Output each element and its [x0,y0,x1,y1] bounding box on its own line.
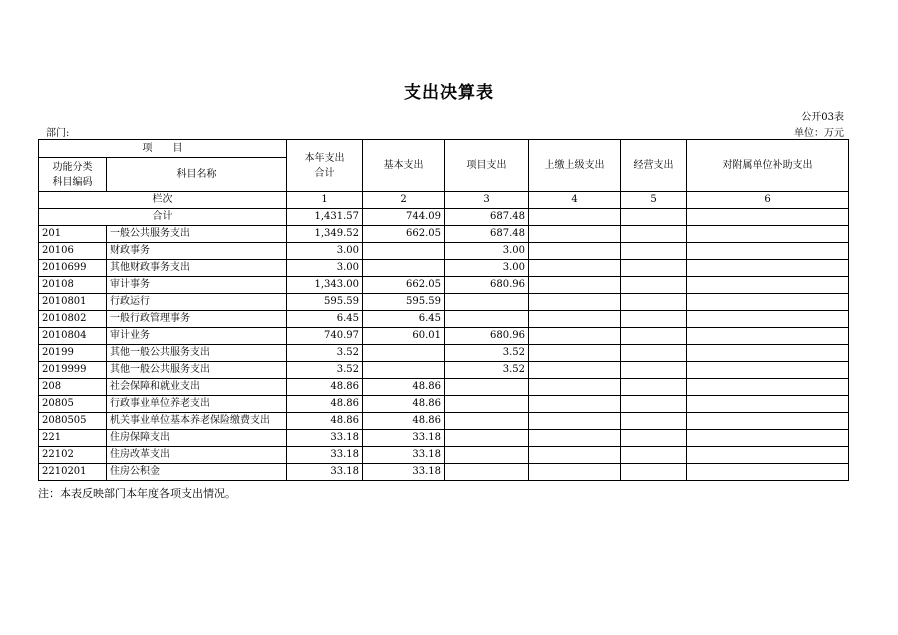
seq-number: 2 [363,192,445,209]
row-project [445,464,529,481]
row-basic [363,362,445,379]
header-total: 本年支出 合计 [287,140,363,192]
table-row [39,447,849,464]
expenditure-table [38,139,849,481]
row-name: 机关事业单位基本养老保险缴费支出 [107,413,287,430]
row-business [621,362,687,379]
row-business [621,413,687,430]
table-row [39,345,849,362]
row-name: 社会保障和就业支出 [107,379,287,396]
table-row [39,277,849,294]
row-code: 20108 [39,277,107,294]
row-subsidy [687,396,849,413]
header-basic: 基本支出 [363,140,445,192]
row-business [621,260,687,277]
table-row [39,362,849,379]
row-basic: 48.86 [363,379,445,396]
row-business [621,430,687,447]
row-basic [363,345,445,362]
total-amount: 1,431.57 [287,209,363,226]
row-total: 3.00 [287,260,363,277]
row-project: 3.00 [445,243,529,260]
row-subsidy [687,362,849,379]
row-basic: 662.05 [363,226,445,243]
row-basic: 48.86 [363,413,445,430]
row-basic: 60.01 [363,328,445,345]
table-row [39,328,849,345]
row-project: 3.52 [445,362,529,379]
seq-number: 6 [687,192,849,209]
row-business [621,396,687,413]
row-code: 20805 [39,396,107,413]
row-total: 48.86 [287,413,363,430]
row-subsidy [687,277,849,294]
row-project: 680.96 [445,277,529,294]
row-project [445,430,529,447]
row-total: 33.18 [287,447,363,464]
total-business [621,209,687,226]
row-subsidy [687,328,849,345]
row-upper [529,260,621,277]
header-code: 功能分类 科目编码 [39,158,107,192]
row-code: 208 [39,379,107,396]
seq-number: 5 [621,192,687,209]
header-subsidy: 对附属单位补助支出 [687,140,849,192]
row-project [445,413,529,430]
row-business [621,447,687,464]
row-subsidy [687,311,849,328]
row-business [621,277,687,294]
row-name: 审计业务 [107,328,287,345]
row-business [621,464,687,481]
row-subsidy [687,430,849,447]
row-project [445,447,529,464]
row-total: 33.18 [287,464,363,481]
row-code: 2010699 [39,260,107,277]
row-upper [529,226,621,243]
row-upper [529,379,621,396]
table-row [39,379,849,396]
table-row [39,413,849,430]
row-code: 2010802 [39,311,107,328]
row-code: 20199 [39,345,107,362]
row-subsidy [687,464,849,481]
row-name: 住房改革支出 [107,447,287,464]
row-basic: 48.86 [363,396,445,413]
seq-label: 栏次 [39,192,287,209]
seq-number: 4 [529,192,621,209]
page-title: 支出决算表 [404,83,494,103]
row-total: 33.18 [287,430,363,447]
row-code: 22102 [39,447,107,464]
row-name: 行政事业单位养老支出 [107,396,287,413]
total-basic: 744.09 [363,209,445,226]
row-name: 其他财政事务支出 [107,260,287,277]
unit-label: 单位：万元 [794,128,844,139]
row-name: 一般公共服务支出 [107,226,287,243]
row-total: 6.45 [287,311,363,328]
seq-number: 1 [287,192,363,209]
row-code: 2080505 [39,413,107,430]
row-business [621,243,687,260]
row-basic: 33.18 [363,447,445,464]
row-basic: 6.45 [363,311,445,328]
total-project: 687.48 [445,209,529,226]
row-business [621,311,687,328]
department-label: 部门: [46,128,70,139]
row-project [445,379,529,396]
row-subsidy [687,226,849,243]
row-name: 住房公积金 [107,464,287,481]
total-upper [529,209,621,226]
row-upper [529,328,621,345]
header-name: 科目名称 [107,158,287,192]
row-name: 其他一般公共服务支出 [107,345,287,362]
row-subsidy [687,345,849,362]
row-business [621,226,687,243]
row-basic [363,260,445,277]
row-project [445,311,529,328]
row-name: 行政运行 [107,294,287,311]
header-project: 项目支出 [445,140,529,192]
row-total: 1,343.00 [287,277,363,294]
table-row [39,226,849,243]
total-subsidy [687,209,849,226]
table-row [39,396,849,413]
row-upper [529,362,621,379]
row-project: 687.48 [445,226,529,243]
row-project: 680.96 [445,328,529,345]
row-business [621,294,687,311]
row-name: 一般行政管理事务 [107,311,287,328]
total-label: 合计 [39,209,287,226]
row-code: 221 [39,430,107,447]
row-upper [529,294,621,311]
row-total: 740.97 [287,328,363,345]
row-business [621,328,687,345]
row-upper [529,447,621,464]
row-total: 3.52 [287,345,363,362]
row-basic: 595.59 [363,294,445,311]
row-code: 2010804 [39,328,107,345]
row-project: 3.52 [445,345,529,362]
row-name: 住房保障支出 [107,430,287,447]
row-code: 201 [39,226,107,243]
row-total: 1,349.52 [287,226,363,243]
row-total: 48.86 [287,379,363,396]
row-code: 20106 [39,243,107,260]
row-basic: 662.05 [363,277,445,294]
row-project: 3.00 [445,260,529,277]
row-code: 2010801 [39,294,107,311]
table-row [39,311,849,328]
row-total: 48.86 [287,396,363,413]
row-total: 3.00 [287,243,363,260]
row-upper [529,464,621,481]
row-basic: 33.18 [363,464,445,481]
row-upper [529,396,621,413]
row-basic: 33.18 [363,430,445,447]
table-row [39,430,849,447]
header-upper: 上缴上级支出 [529,140,621,192]
row-upper [529,243,621,260]
row-name: 审计事务 [107,277,287,294]
row-code: 2210201 [39,464,107,481]
row-code: 2019999 [39,362,107,379]
row-project [445,294,529,311]
row-subsidy [687,243,849,260]
row-subsidy [687,379,849,396]
row-upper [529,311,621,328]
header-item: 项 目 [39,140,287,158]
row-name: 财政事务 [107,243,287,260]
row-upper [529,430,621,447]
table-row [39,243,849,260]
row-total: 3.52 [287,362,363,379]
table-row [39,294,849,311]
header-business: 经营支出 [621,140,687,192]
row-subsidy [687,260,849,277]
form-number: 公开03表 [801,112,844,123]
seq-number: 3 [445,192,529,209]
footnote: 注：本表反映部门本年度各项支出情况。 [38,487,236,500]
row-upper [529,413,621,430]
row-upper [529,345,621,362]
row-upper [529,277,621,294]
row-total: 595.59 [287,294,363,311]
table-row [39,260,849,277]
row-business [621,345,687,362]
row-project [445,396,529,413]
total-row [39,209,849,226]
row-subsidy [687,447,849,464]
row-business [621,379,687,396]
row-basic [363,243,445,260]
row-subsidy [687,294,849,311]
row-name: 其他一般公共服务支出 [107,362,287,379]
table-row [39,464,849,481]
row-subsidy [687,413,849,430]
